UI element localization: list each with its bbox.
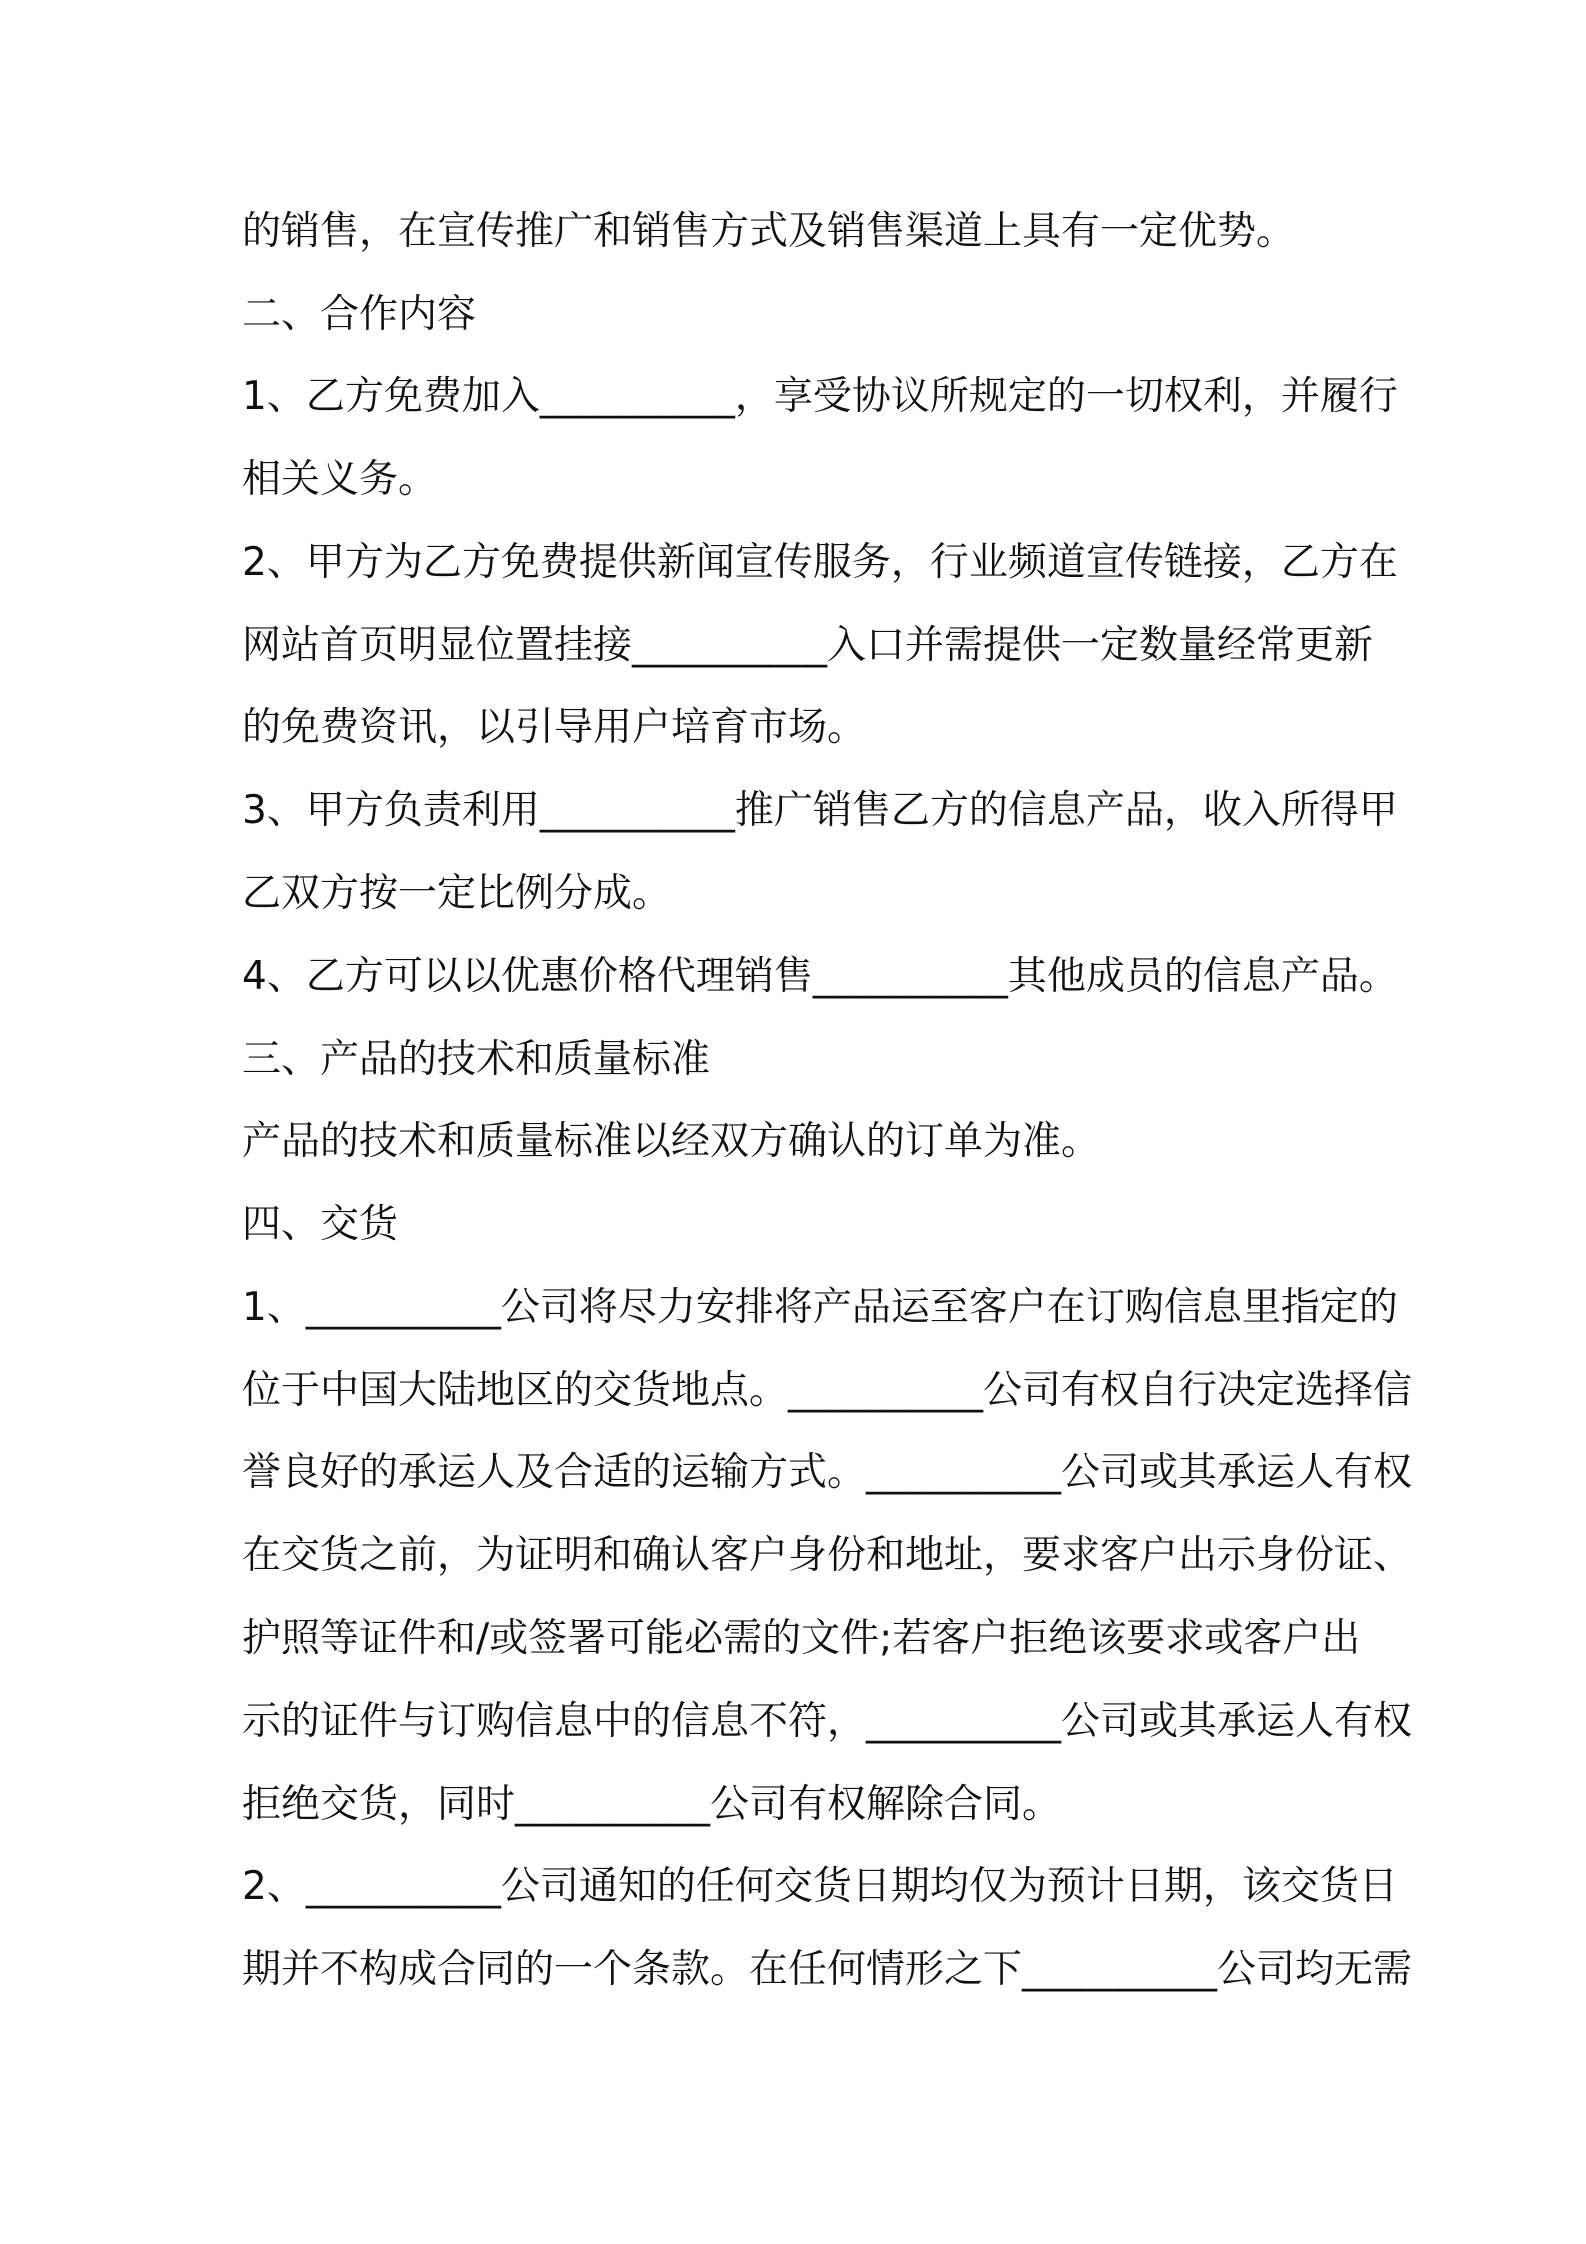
text-line: 示的证件与订购信息中的信息不符，__________公司或其承运人有权	[242, 1699, 1413, 1744]
text-line: 在交货之前，为证明和确认客户身份和地址，要求客户出示身份证、	[242, 1533, 1413, 1578]
text-line: 2、甲方为乙方免费提供新闻宣传服务，行业频道宣传链接，乙方在	[242, 540, 1398, 585]
text-line: 相关义务。	[242, 457, 438, 502]
section-heading: 二、合作内容	[242, 292, 477, 337]
section-heading: 四、交货	[242, 1202, 399, 1247]
text-line: 位于中国大陆地区的交货地点。__________公司有权自行决定选择信	[242, 1368, 1413, 1413]
text-line: 产品的技术和质量标准以经双方确认的订单为准。	[242, 1119, 1101, 1164]
text-line: 的免费资讯，以引导用户培育市场。	[242, 705, 867, 750]
text-line: 3、甲方负责利用__________推广销售乙方的信息产品，收入所得甲	[242, 788, 1398, 833]
text-line: 拒绝交货，同时__________公司有权解除合同。	[242, 1782, 1062, 1827]
text-line: 网站首页明显位置挂接__________入口并需提供一定数量经常更新	[242, 623, 1374, 668]
text-line: 誉良好的承运人及合适的运输方式。__________公司或其承运人有权	[242, 1450, 1413, 1495]
text-line: 乙双方按一定比例分成。	[242, 871, 672, 916]
text-line: 2、__________公司通知的任何交货日期均仅为预计日期，该交货日	[242, 1864, 1398, 1909]
text-line: 期并不构成合同的一个条款。在任何情形之下__________公司均无需	[242, 1947, 1413, 1992]
section-heading: 三、产品的技术和质量标准	[242, 1037, 711, 1082]
text-line: 护照等证件和/或签署可能必需的文件;若客户拒绝该要求或客户出	[242, 1616, 1361, 1661]
text-line: 1、__________公司将尽力安排将产品运至客户在订购信息里指定的	[242, 1285, 1398, 1330]
text-line: 的销售，在宣传推广和销售方式及销售渠道上具有一定优势。	[242, 209, 1296, 254]
text-line: 4、乙方可以以优惠价格代理销售__________其他成员的信息产品。	[242, 954, 1398, 999]
text-line: 1、乙方免费加入__________，享受协议所规定的一切权利，并履行	[242, 374, 1398, 419]
